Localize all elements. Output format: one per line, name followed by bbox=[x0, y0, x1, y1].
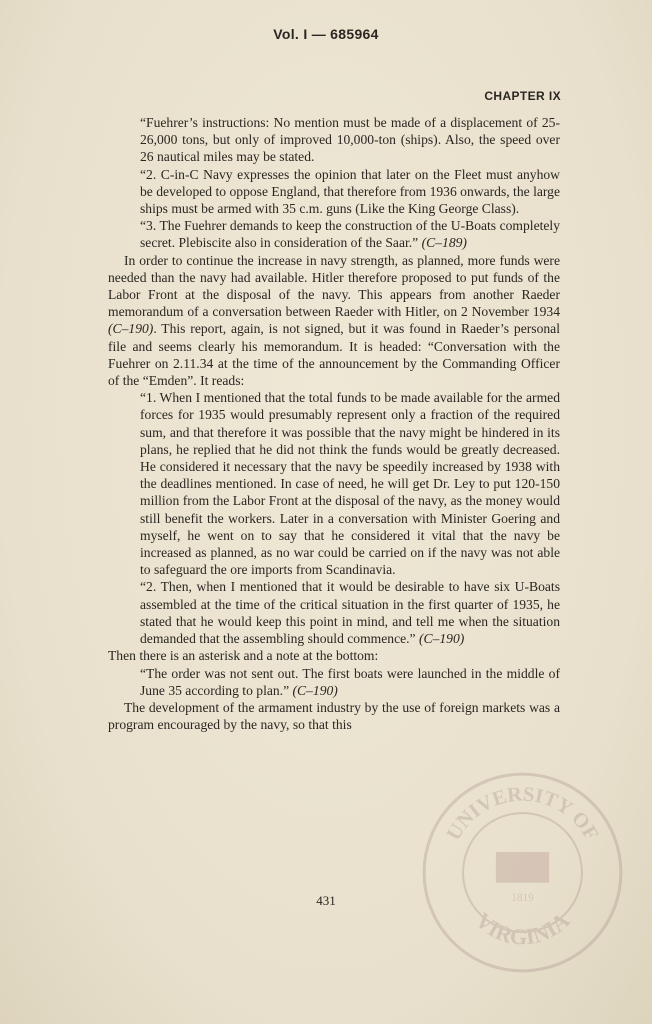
paragraph-text: . This report, again, is not signed, but it was found in Raeder’s personal file and seems clearly his memorandum. It is headed: “Conversation with the Fuehrer on 2.11.34 at the time of the announcement by the Commanding Officer of the “Emden”. It reads: bbox=[108, 321, 560, 389]
paragraph-text: “The order was not sent out. The first boats were launched in the middle of June 35 according to plan.” bbox=[140, 665, 560, 698]
citation-reference: (C–190) bbox=[108, 321, 154, 337]
paragraph-text: “Fuehrer’s instructions: No mention must be made of a displacement of 25-26,000 tons, but only of improved 10,000-ton (ships). Also, the speed over 26 nautical miles may be stated. bbox=[140, 115, 560, 165]
body-paragraph bbox=[108, 252, 560, 390]
paragraph-text: “3. The Fuehrer demands to keep the construction of the U-Boats completely secret. Plebiscite also in consideration of the Saar.” bbox=[140, 218, 560, 251]
paragraph-text: In order to continue the increase in navy strength, as planned, more funds were needed than the navy had available. Hitler therefore proposed to put funds of the Labor Front at the disposal of the navy. This appears from another Raeder memorandum of a conversation between Raeder with Hitler, on 2 November 1934 bbox=[108, 252, 560, 320]
quote-paragraph bbox=[108, 578, 560, 647]
citation-reference: (C–190) bbox=[418, 631, 465, 647]
seal-rotunda-emblem bbox=[496, 852, 549, 883]
quote-paragraph bbox=[108, 114, 560, 166]
quote-paragraph bbox=[108, 166, 560, 218]
paragraph-text: “2. Then, when I mentioned that it would be desirable to have six U-Boats assembled at the time of the critical situation in the first quarter of 1935, he stated that he would keep this point in mind, and tell me when the situation demanded that the assembling should commence.” bbox=[140, 579, 560, 647]
paragraph-text: The development of the armament industry by the use of foreign markets was a program encouraged by the navy, so that this bbox=[108, 699, 560, 733]
seal-year: 1819 bbox=[511, 892, 534, 905]
quote-paragraph bbox=[108, 665, 560, 699]
page-number: 431 bbox=[316, 893, 336, 908]
quote-paragraph bbox=[108, 217, 560, 251]
body-text bbox=[108, 114, 560, 733]
paragraph-text: “2. C-in-C Navy expresses the opinion that later on the Fleet must anyhow be developed to oppose England, that therefore from 1936 onwards, the large ships must be armed with 35 c.m. guns (Like the King George Class). bbox=[140, 166, 560, 217]
chapter-heading: CHAPTER IX bbox=[484, 89, 561, 103]
citation-reference: (C–190) bbox=[292, 682, 338, 698]
university-seal-stamp bbox=[420, 770, 625, 975]
seal-bottom-text: VIRGINIA bbox=[470, 907, 575, 950]
paragraph-text: “1. When I mentioned that the total funds to be made available for the armed forces for 1935 would presumably represent only a fraction of the required sum, and that therefore it was possible that the navy might be hindered in its plans, he replied that he did not think the funds would be greatly decreased. He considered it necessary that the navy be speedily increased by 1938 with the deadlines mentioned. In case of need, he will get Dr. Ley to put 120-150 million from the Labor Front at the disposal of the navy, as the money would still benefit the workers. Later in a conversation with Minister Goering and myself, he went on to say that he considered it vital that the navy be increased as planned, as no war could be carried on if the navy was not able to safeguard the ore imports from Scandinavia. bbox=[140, 390, 560, 578]
body-paragraph bbox=[108, 647, 560, 664]
volume-header: Vol. I — 685964 bbox=[273, 26, 379, 42]
citation-reference: (C–189) bbox=[421, 235, 467, 251]
paragraph-text: Then there is an asterisk and a note at the bottom: bbox=[108, 648, 379, 664]
seal-top-text: UNIVERSITY OF bbox=[442, 783, 603, 845]
quote-paragraph bbox=[108, 389, 560, 578]
body-paragraph bbox=[108, 699, 560, 733]
